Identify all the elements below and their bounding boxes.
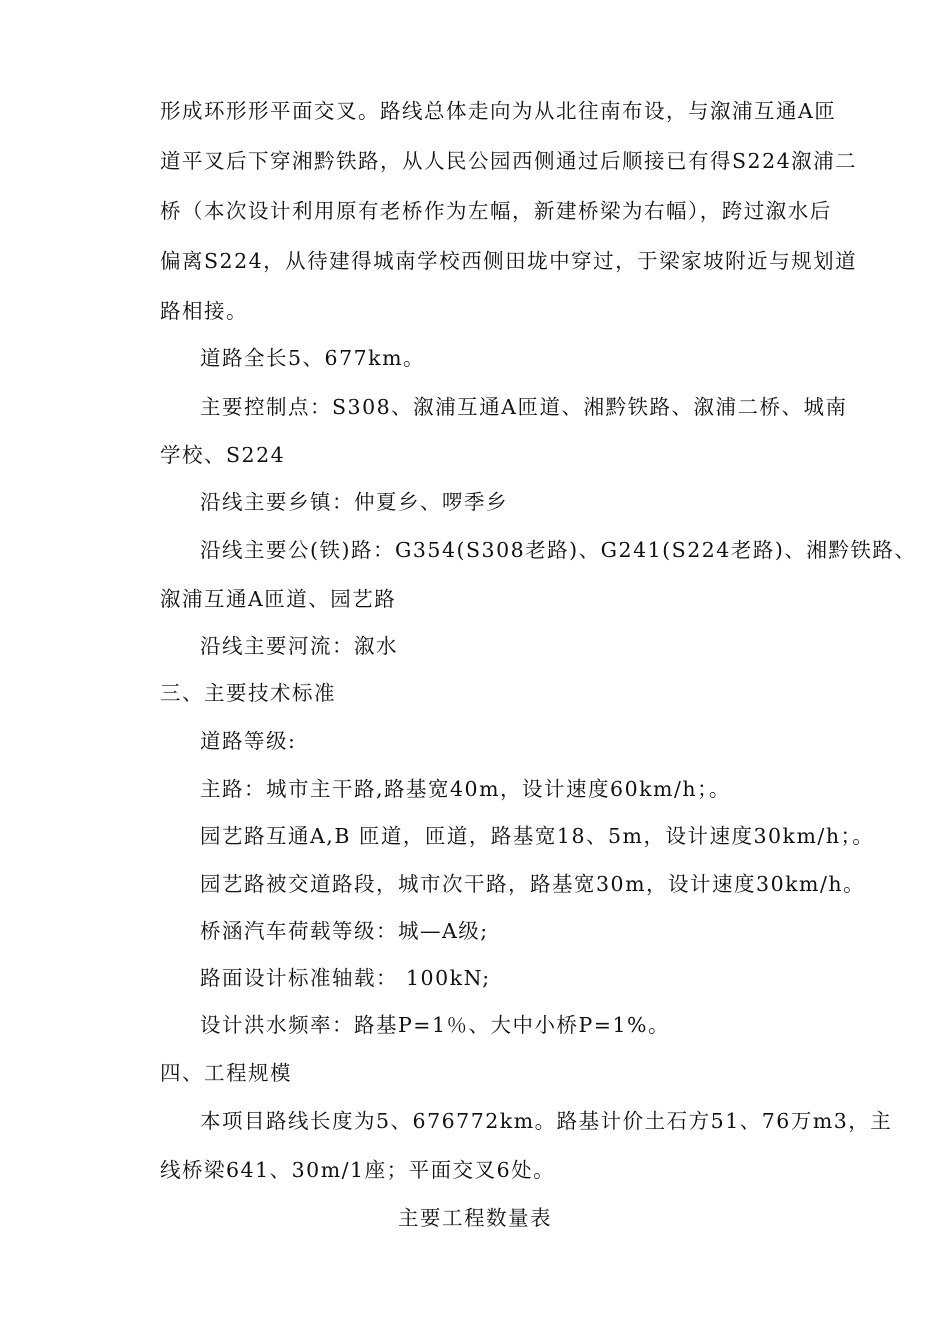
section3-item-2: 主路：城市主干路,路基宽40m，设计速度60km/h；。: [200, 777, 731, 801]
road-length: 道路全长5、677km。: [200, 346, 426, 370]
intro-line-2: 道平叉后下穿湘黔铁路，从人民公园西侧通过后顺接已有得S224溆浦二: [160, 149, 858, 173]
intro-line-5: 路相接。: [160, 299, 248, 323]
towns: 沿线主要乡镇：仲夏乡、啰季乡: [200, 490, 508, 514]
intro-line-3: 桥（本次设计利用原有老桥作为左幅，新建桥梁为右幅），跨过溆水后: [160, 199, 832, 223]
section3-item-7: 设计洪水频率：路基P=1％、大中小桥P=1%。: [200, 1013, 671, 1037]
intro-line-1: 形成环形形平面交叉。路线总体走向为从北往南布设，与溆浦互通A匝: [160, 99, 837, 123]
section4-line-2: 线桥梁641、30m/1座；平面交叉6处。: [160, 1158, 556, 1182]
section3-item-3: 园艺路互通A,B 匝道，匝道，路基宽18、5m，设计速度30km/h；。: [200, 824, 875, 848]
section3-item-1: 道路等级:: [200, 729, 297, 753]
section3-item-4: 园艺路被交道路段，城市次干路，路基宽30m，设计速度30km/h。: [200, 872, 866, 896]
roads-line-2: 溆浦互通A匝道、园艺路: [160, 587, 397, 611]
rivers: 沿线主要河流：溆水: [200, 634, 398, 658]
section3-item-5: 桥涵汽车荷载等级：城—A级;: [200, 919, 489, 943]
section3-heading: 三、主要技术标准: [160, 681, 336, 705]
section4-heading: 四、工程规模: [160, 1061, 292, 1085]
section3-item-6: 路面设计标准轴载： 100kN;: [200, 966, 491, 990]
roads-line-1: 沿线主要公(铁)路：G354(S308老路)、G241(S224老路)、湘黔铁路、: [200, 538, 917, 562]
control-points-line-2: 学校、S224: [160, 443, 286, 467]
section4-line-1: 本项目路线长度为5、676772km。路基计价土石方51、76万m3，主: [200, 1109, 893, 1133]
control-points-line-1: 主要控制点：S308、溆浦互通A匝道、湘黔铁路、溆浦二桥、城南: [200, 395, 848, 419]
table-title: 主要工程数量表: [398, 1206, 552, 1230]
intro-line-4: 偏离S224，从待建得城南学校西侧田垅中穿过，于梁家坡附近与规划道: [160, 249, 858, 273]
